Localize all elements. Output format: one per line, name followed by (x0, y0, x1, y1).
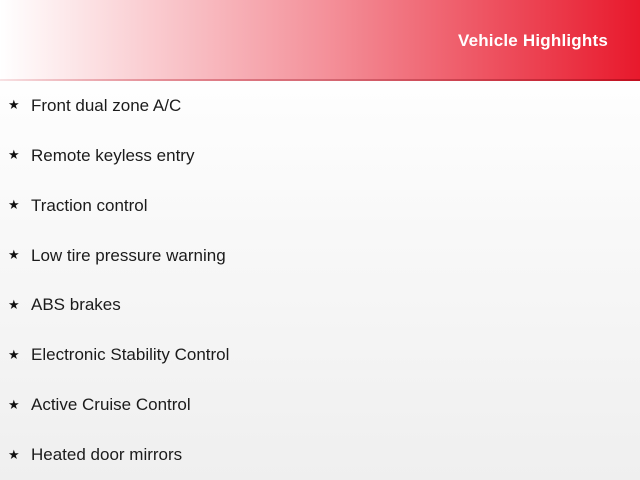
list-item-label: Traction control (31, 195, 148, 215)
star-icon: ★ (8, 346, 20, 362)
list-item-label: Low tire pressure warning (31, 245, 226, 265)
list-item (0, 131, 640, 181)
list-item-label: ABS brakes (31, 295, 121, 315)
list-item (0, 231, 640, 281)
list-item (0, 181, 640, 231)
list-item-label: Active Cruise Control (31, 395, 191, 415)
star-icon: ★ (8, 247, 20, 263)
highlights-list (0, 81, 640, 480)
list-item (0, 430, 640, 480)
list-item (0, 380, 640, 430)
star-icon: ★ (8, 396, 20, 412)
list-item-label: Electronic Stability Control (31, 345, 230, 365)
star-icon: ★ (8, 446, 20, 462)
list-item-label: Remote keyless entry (31, 145, 195, 165)
vehicle-highlights-header (0, 0, 640, 81)
list-item (0, 330, 640, 380)
page-title: Vehicle Highlights (457, 30, 608, 50)
star-icon: ★ (8, 97, 20, 113)
list-item (0, 281, 640, 331)
star-icon: ★ (8, 147, 20, 163)
list-item (0, 81, 640, 131)
list-item-label: Heated door mirrors (31, 445, 183, 465)
star-icon: ★ (8, 197, 20, 213)
list-item-label: Front dual zone A/C (31, 95, 182, 115)
star-icon: ★ (8, 296, 20, 312)
